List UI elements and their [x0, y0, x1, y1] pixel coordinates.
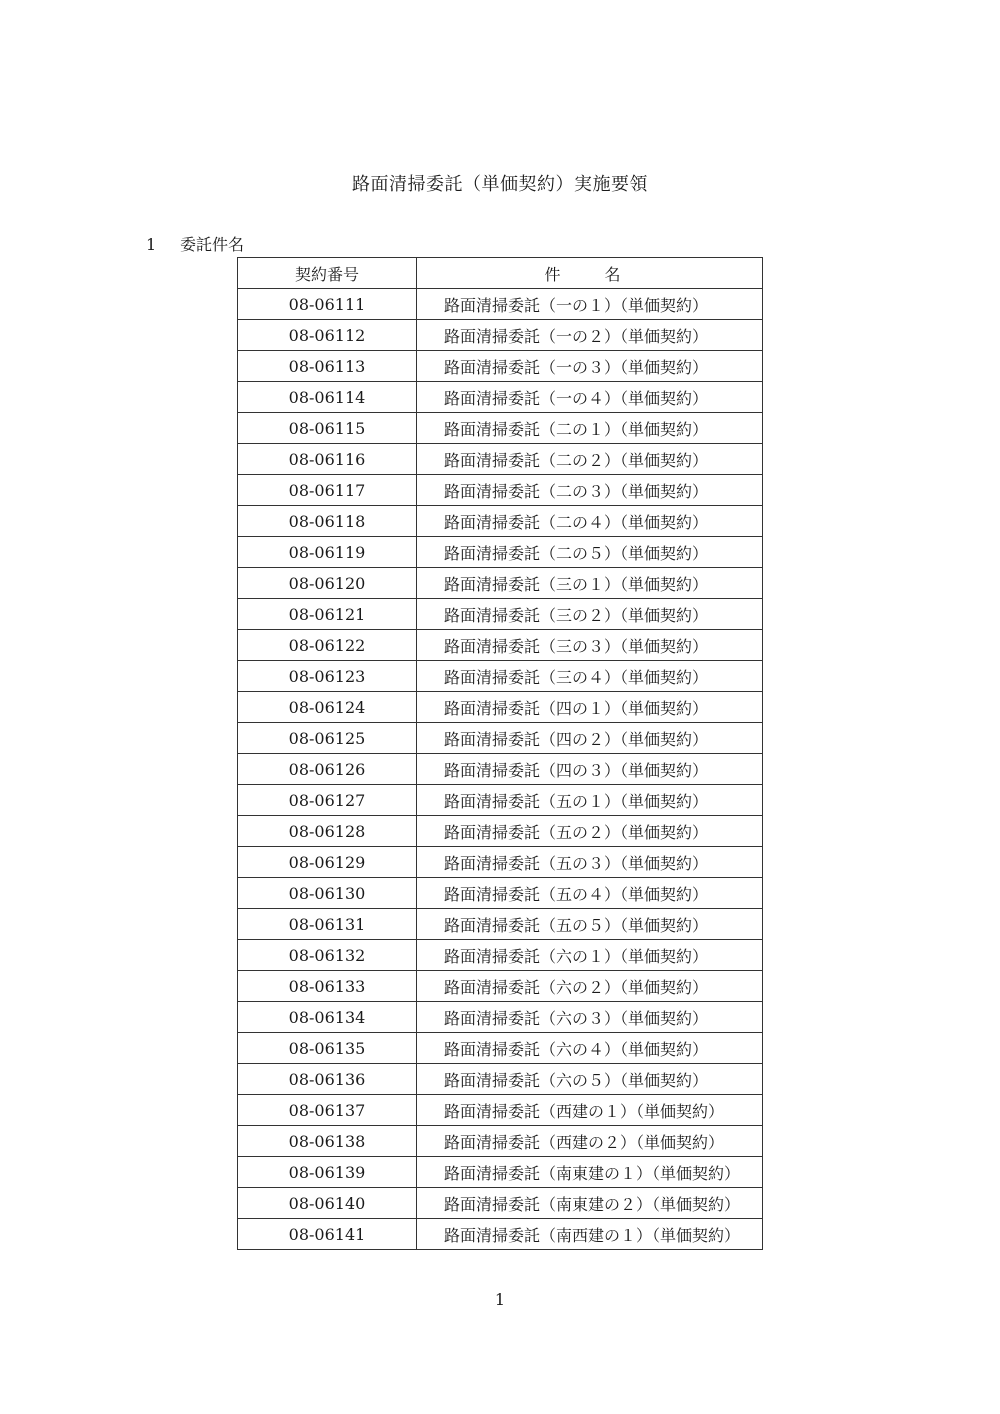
contract-number-cell: 08-06132: [238, 940, 417, 971]
table-row: [238, 1126, 763, 1157]
contract-number-cell: 08-06129: [238, 847, 417, 878]
item-name-cell: 路面清掃委託（一の４）（単価契約）: [417, 382, 763, 413]
contract-number-cell: 08-06127: [238, 785, 417, 816]
contract-number-cell: 08-06114: [238, 382, 417, 413]
section-label: 委託件名: [180, 235, 245, 254]
item-name-cell: 路面清掃委託（六の４）（単価契約）: [417, 1033, 763, 1064]
table-row: [238, 1095, 763, 1126]
table-row: [238, 413, 763, 444]
table-row: [238, 599, 763, 630]
contract-number-cell: 08-06134: [238, 1002, 417, 1033]
table-row: [238, 940, 763, 971]
table-row: [238, 692, 763, 723]
contract-number-cell: 08-06118: [238, 506, 417, 537]
table-row: [238, 630, 763, 661]
item-name-cell: 路面清掃委託（五の４）（単価契約）: [417, 878, 763, 909]
item-name-cell: 路面清掃委託（二の２）（単価契約）: [417, 444, 763, 475]
contract-number-cell: 08-06120: [238, 568, 417, 599]
item-name-cell: 路面清掃委託（南東建の１）（単価契約）: [417, 1157, 763, 1188]
item-name-cell: 路面清掃委託（六の３）（単価契約）: [417, 1002, 763, 1033]
contract-number-cell: 08-06123: [238, 661, 417, 692]
table-row: [238, 1219, 763, 1250]
table-row: [238, 909, 763, 940]
contract-number-cell: 08-06136: [238, 1064, 417, 1095]
contract-number-cell: 08-06117: [238, 475, 417, 506]
contract-number-cell: 08-06115: [238, 413, 417, 444]
section-number: 1: [146, 235, 157, 254]
table-header-row: [238, 258, 763, 289]
section-heading: [146, 232, 244, 255]
header-contract-number: 契約番号: [238, 258, 417, 289]
document-title: 路面清掃委託（単価契約）実施要領: [352, 174, 648, 195]
contract-number-cell: 08-06139: [238, 1157, 417, 1188]
item-name-cell: 路面清掃委託（六の１）（単価契約）: [417, 940, 763, 971]
item-name-cell: 路面清掃委託（五の５）（単価契約）: [417, 909, 763, 940]
contract-number-cell: 08-06122: [238, 630, 417, 661]
table-row: [238, 289, 763, 320]
item-name-cell: 路面清掃委託（西建の１）（単価契約）: [417, 1095, 763, 1126]
contract-table: [237, 257, 763, 1250]
table-row: [238, 661, 763, 692]
item-name-cell: 路面清掃委託（一の２）（単価契約）: [417, 320, 763, 351]
contract-number-cell: 08-06137: [238, 1095, 417, 1126]
item-name-cell: 路面清掃委託（三の２）（単価契約）: [417, 599, 763, 630]
item-name-cell: 路面清掃委託（三の３）（単価契約）: [417, 630, 763, 661]
table-row: [238, 816, 763, 847]
table-row: [238, 568, 763, 599]
contract-number-cell: 08-06141: [238, 1219, 417, 1250]
item-name-cell: 路面清掃委託（四の３）（単価契約）: [417, 754, 763, 785]
contract-number-cell: 08-06131: [238, 909, 417, 940]
contract-number-cell: 08-06140: [238, 1188, 417, 1219]
contract-number-cell: 08-06128: [238, 816, 417, 847]
item-name-cell: 路面清掃委託（南西建の１）（単価契約）: [417, 1219, 763, 1250]
item-name-cell: 路面清掃委託（六の２）（単価契約）: [417, 971, 763, 1002]
item-name-cell: 路面清掃委託（三の４）（単価契約）: [417, 661, 763, 692]
table-row: [238, 878, 763, 909]
contract-number-cell: 08-06116: [238, 444, 417, 475]
table-row: [238, 444, 763, 475]
item-name-cell: 路面清掃委託（二の１）（単価契約）: [417, 413, 763, 444]
contract-number-cell: 08-06125: [238, 723, 417, 754]
contract-number-cell: 08-06112: [238, 320, 417, 351]
header-item-name: 件 名: [417, 258, 763, 289]
item-name-cell: 路面清掃委託（南東建の２）（単価契約）: [417, 1188, 763, 1219]
table-row: [238, 351, 763, 382]
table-row: [238, 506, 763, 537]
table-row: [238, 537, 763, 568]
table-row: [238, 320, 763, 351]
contract-number-cell: 08-06124: [238, 692, 417, 723]
table-row: [238, 382, 763, 413]
item-name-cell: 路面清掃委託（二の３）（単価契約）: [417, 475, 763, 506]
item-name-cell: 路面清掃委託（四の１）（単価契約）: [417, 692, 763, 723]
table-row: [238, 475, 763, 506]
item-name-cell: 路面清掃委託（五の２）（単価契約）: [417, 816, 763, 847]
contract-number-cell: 08-06130: [238, 878, 417, 909]
table-row: [238, 723, 763, 754]
item-name-cell: 路面清掃委託（三の１）（単価契約）: [417, 568, 763, 599]
table-row: [238, 754, 763, 785]
item-name-cell: 路面清掃委託（一の３）（単価契約）: [417, 351, 763, 382]
table-row: [238, 1157, 763, 1188]
table-row: [238, 847, 763, 878]
contract-number-cell: 08-06138: [238, 1126, 417, 1157]
table-row: [238, 1064, 763, 1095]
item-name-cell: 路面清掃委託（一の１）（単価契約）: [417, 289, 763, 320]
page-number: 1: [494, 1290, 506, 1309]
contract-number-cell: 08-06113: [238, 351, 417, 382]
contract-number-cell: 08-06126: [238, 754, 417, 785]
contract-number-cell: 08-06133: [238, 971, 417, 1002]
item-name-cell: 路面清掃委託（五の１）（単価契約）: [417, 785, 763, 816]
item-name-cell: 路面清掃委託（二の４）（単価契約）: [417, 506, 763, 537]
table-row: [238, 785, 763, 816]
item-name-cell: 路面清掃委託（西建の２）（単価契約）: [417, 1126, 763, 1157]
table-row: [238, 971, 763, 1002]
contract-number-cell: 08-06135: [238, 1033, 417, 1064]
contract-number-cell: 08-06111: [238, 289, 417, 320]
contract-number-cell: 08-06121: [238, 599, 417, 630]
item-name-cell: 路面清掃委託（五の３）（単価契約）: [417, 847, 763, 878]
table-row: [238, 1033, 763, 1064]
item-name-cell: 路面清掃委託（六の５）（単価契約）: [417, 1064, 763, 1095]
item-name-cell: 路面清掃委託（二の５）（単価契約）: [417, 537, 763, 568]
item-name-cell: 路面清掃委託（四の２）（単価契約）: [417, 723, 763, 754]
table-row: [238, 1188, 763, 1219]
contract-number-cell: 08-06119: [238, 537, 417, 568]
table-row: [238, 1002, 763, 1033]
